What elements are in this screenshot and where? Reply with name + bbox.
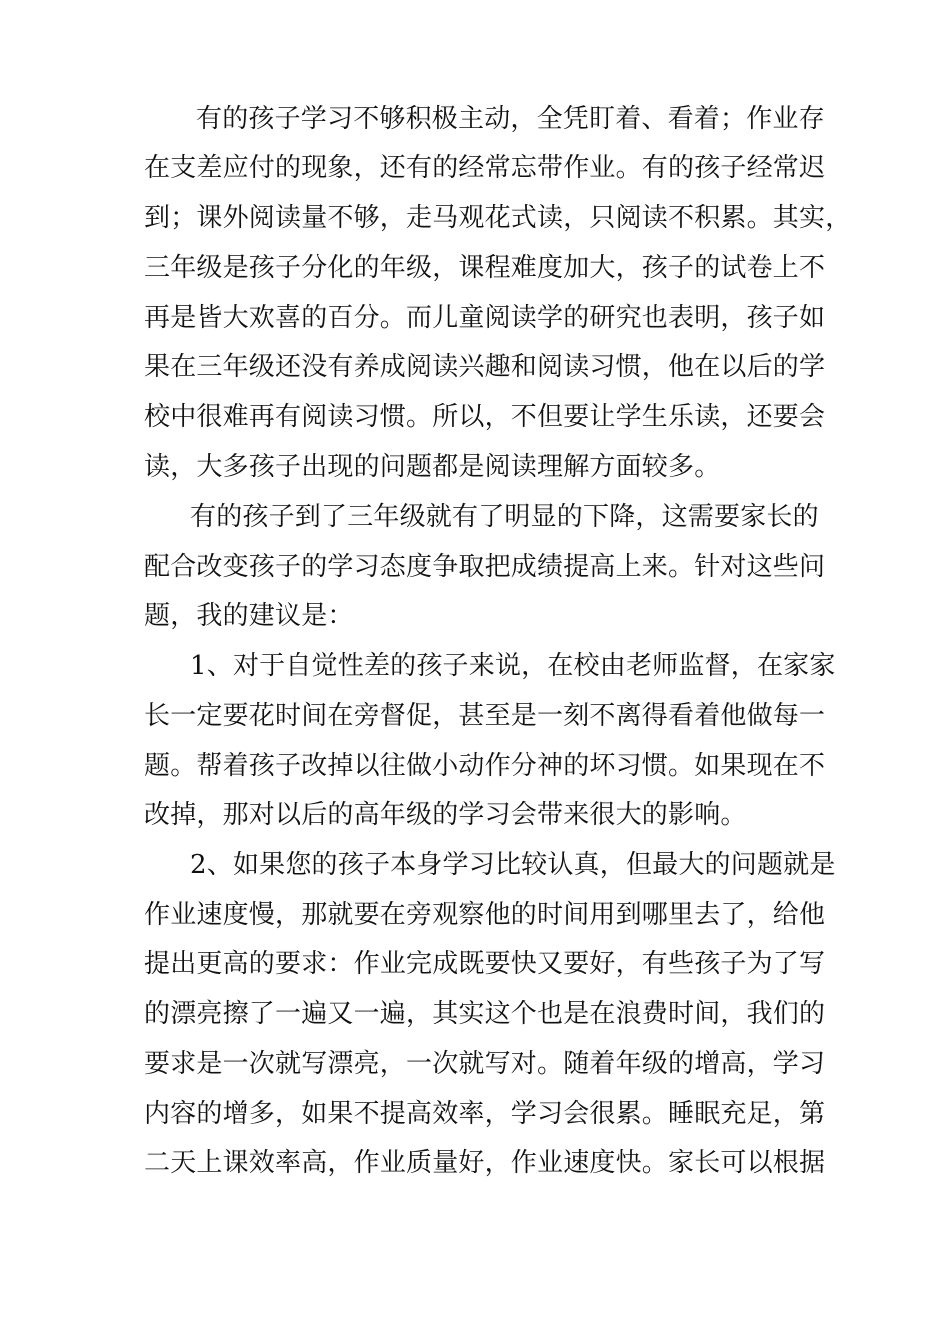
paragraph-4-line-4: 的漂亮擦了一遍又一遍，其实这个也是在浪费时间，我们的 [144,999,826,1029]
paragraph-1-line-8: 读，大多孩子出现的问题都是阅读理解方面较多。 [144,452,721,482]
paragraph-4-line-6: 内容的增多，如果不提高效率，学习会很累。睡眠充足，第 [144,1099,826,1129]
paragraph-2-line-2: 配合改变孩子的学习态度争取把成绩提高上来。针对这些问 [144,552,826,582]
paragraph-3-line-4: 改掉，那对以后的高年级的学习会带来很大的影响。 [144,800,747,830]
paragraph-4-line-7: 二天上课效率高，作业质量好，作业速度快。家长可以根据 [144,1148,826,1178]
paragraph-4-line-2: 作业速度慢，那就要在旁观察他的时间用到哪里去了，给他 [144,900,826,930]
paragraph-1-line-7: 校中很难再有阅读习惯。所以，不但要让学生乐读，还要会 [144,402,826,432]
paragraph-3-line-1: 1、对于自觉性差的孩子来说，在校由老师监督，在家家 [190,651,836,681]
paragraph-4-line-3: 提出更高的要求：作业完成既要快又要好，有些孩子为了写 [144,949,826,979]
paragraph-1-line-1: 有的孩子学习不够积极主动，全凭盯着、看着；作业存 [196,104,825,134]
paragraph-1-line-3: 到；课外阅读量不够，走马观花式读，只阅读不积累。其实， [144,203,852,233]
paragraph-1-line-6: 果在三年级还没有养成阅读兴趣和阅读习惯，他在以后的学 [144,352,826,382]
paragraph-2-line-3: 题，我的建议是： [144,601,354,631]
paragraph-1-line-5: 再是皆大欢喜的百分。而儿童阅读学的研究也表明，孩子如 [144,303,826,333]
paragraph-2-line-1: 有的孩子到了三年级就有了明显的下降，这需要家长的 [190,502,819,532]
paragraph-4-line-5: 要求是一次就写漂亮，一次就写对。随着年级的增高，学习 [144,1049,826,1079]
paragraph-1-line-2: 在支差应付的现象，还有的经常忘带作业。有的孩子经常迟 [144,153,826,183]
paragraph-1-line-4: 三年级是孩子分化的年级，课程难度加大，孩子的试卷上不 [144,253,826,283]
paragraph-3-line-3: 题。帮着孩子改掉以往做小动作分神的坏习惯。如果现在不 [144,751,826,781]
paragraph-4-line-1: 2、如果您的孩子本身学习比较认真，但最大的问题就是 [190,850,836,880]
paragraph-3-line-2: 长一定要花时间在旁督促，甚至是一刻不离得看着他做每一 [144,701,826,731]
